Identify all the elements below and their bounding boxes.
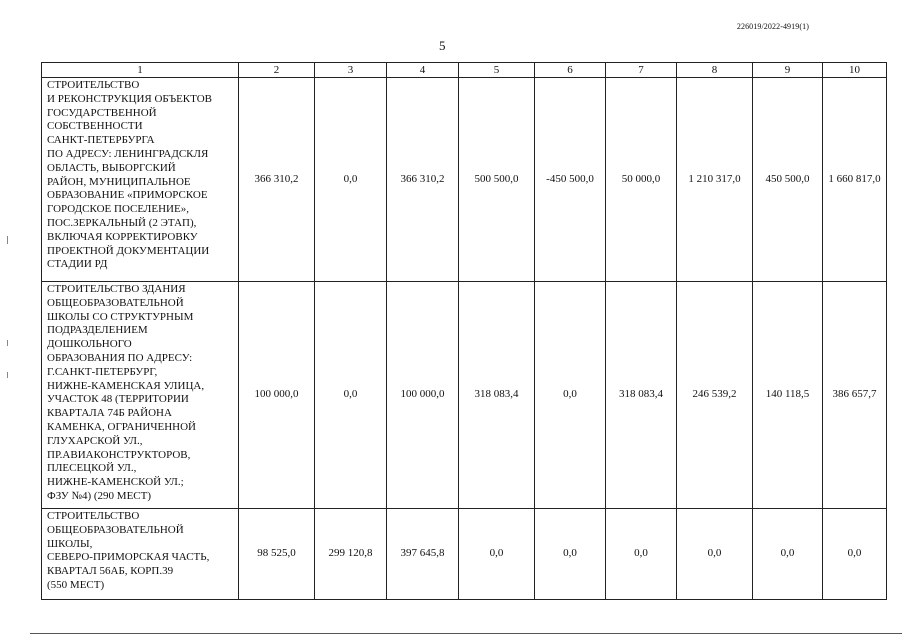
value-cell: 386 657,7 xyxy=(823,282,887,509)
object-name-line: (550 МЕСТ) xyxy=(47,578,105,591)
object-name-line: КАМЕНКА, ОГРАНИЧЕННОЙ xyxy=(47,420,196,433)
object-name-line: КВАРТАЛ 56АБ, КОРП.39 xyxy=(47,565,174,578)
budget-table xyxy=(41,62,887,600)
object-name-line: ГЛУХАРСКОЙ УЛ., xyxy=(47,434,143,447)
value-cell: 0,0 xyxy=(535,282,606,509)
value-cell: 299 120,8 xyxy=(315,509,387,600)
column-header: 7 xyxy=(606,63,677,78)
value-cell: 0,0 xyxy=(315,282,387,509)
object-name-line: СОБСТВЕННОСТИ xyxy=(47,120,143,133)
object-name-line: ДОШКОЛЬНОГО xyxy=(47,338,132,351)
object-name-line: СТРОИТЕЛЬСТВО xyxy=(47,510,140,522)
value-cell: 0,0 xyxy=(315,78,387,282)
value-cell: 0,0 xyxy=(606,509,677,600)
object-name-line: ВКЛЮЧАЯ КОРРЕКТИРОВКУ xyxy=(47,230,198,243)
column-header: 5 xyxy=(459,63,535,78)
value-cell: 0,0 xyxy=(753,509,823,600)
value-cell: 397 645,8 xyxy=(387,509,459,600)
object-name-line: ОБРАЗОВАНИЕ «ПРИМОРСКОЕ xyxy=(47,189,208,202)
object-name-line: ПР.АВИАКОНСТРУКТОРОВ, xyxy=(47,448,191,461)
column-header: 3 xyxy=(315,63,387,78)
table-row xyxy=(42,509,887,600)
value-cell: 0,0 xyxy=(677,509,753,600)
document-id: 226019/2022-4919(1) xyxy=(736,22,809,31)
value-cell: 140 118,5 xyxy=(753,282,823,509)
object-name-line: ПОС.ЗЕРКАЛЬНЫЙ (2 ЭТАП), xyxy=(47,216,197,229)
table-header-row xyxy=(42,63,887,78)
value-cell: 98 525,0 xyxy=(239,509,315,600)
object-name-line: И РЕКОНСТРУКЦИЯ ОБЪЕКТОВ xyxy=(47,92,212,105)
value-cell: 100 000,0 xyxy=(239,282,315,509)
value-cell: 100 000,0 xyxy=(387,282,459,509)
object-name-line: ШКОЛЫ, xyxy=(47,537,93,550)
value-cell: 0,0 xyxy=(459,509,535,600)
column-header: 10 xyxy=(823,63,887,78)
object-name-cell xyxy=(42,78,239,282)
object-name-line: САНКТ-ПЕТЕРБУРГА xyxy=(47,134,155,147)
value-cell: 318 083,4 xyxy=(459,282,535,509)
object-name-line: СТАДИИ РД xyxy=(47,258,108,271)
table-row xyxy=(42,78,887,282)
object-name-line: ОБЩЕОБРАЗОВАТЕЛЬНОЙ xyxy=(47,523,184,536)
value-cell: 0,0 xyxy=(535,509,606,600)
object-name-line: ОБЛАСТЬ, ВЫБОРГСКИЙ xyxy=(47,161,176,174)
object-name-line: НИЖНЕ-КАМЕНСКАЯ УЛИЦА, xyxy=(47,379,205,392)
object-name-line: РАЙОН, МУНИЦИПАЛЬНОЕ xyxy=(47,175,191,188)
object-name-line: ГОСУДАРСТВЕННОЙ xyxy=(47,106,157,119)
scan-artifact-mark xyxy=(7,340,8,346)
value-cell: 246 539,2 xyxy=(677,282,753,509)
value-cell: -450 500,0 xyxy=(535,78,606,282)
value-cell: 318 083,4 xyxy=(606,282,677,509)
object-name-line: ПО АДРЕСУ: ЛЕНИНГРАДСКЛЯ xyxy=(47,147,209,160)
value-cell: 1 210 317,0 xyxy=(677,78,753,282)
object-name-line: СТРОИТЕЛЬСТВО xyxy=(47,79,140,91)
value-cell: 366 310,2 xyxy=(239,78,315,282)
column-header: 9 xyxy=(753,63,823,78)
object-name-line: СТРОИТЕЛЬСТВО ЗДАНИЯ xyxy=(47,283,186,295)
object-name-line: ОБЩЕОБРАЗОВАТЕЛЬНОЙ xyxy=(47,296,184,309)
value-cell: 450 500,0 xyxy=(753,78,823,282)
value-cell: 366 310,2 xyxy=(387,78,459,282)
value-cell: 500 500,0 xyxy=(459,78,535,282)
object-name-line: ГОРОДСКОЕ ПОСЕЛЕНИЕ», xyxy=(47,203,189,216)
table-row xyxy=(42,282,887,509)
column-header: 8 xyxy=(677,63,753,78)
page-bottom-rule xyxy=(30,633,902,634)
object-name-cell xyxy=(42,509,239,600)
object-name-line: КВАРТАЛА 74Б РАЙОНА xyxy=(47,407,172,420)
value-cell: 50 000,0 xyxy=(606,78,677,282)
object-name-line: ОБРАЗОВАНИЯ ПО АДРЕСУ: xyxy=(47,351,193,364)
scan-artifact-mark xyxy=(7,372,8,378)
column-header: 6 xyxy=(535,63,606,78)
scan-artifact-mark xyxy=(7,236,8,244)
object-name-line: Г.САНКТ-ПЕТЕРБУРГ, xyxy=(47,365,158,378)
object-name-cell xyxy=(42,282,239,509)
object-name-line: ШКОЛЫ СО СТРУКТУРНЫМ xyxy=(47,310,194,323)
object-name-line: УЧАСТОК 48 (ТЕРРИТОРИИ xyxy=(47,393,189,406)
column-header: 1 xyxy=(42,63,239,78)
column-header: 2 xyxy=(239,63,315,78)
column-header: 4 xyxy=(387,63,459,78)
value-cell: 0,0 xyxy=(823,509,887,600)
object-name-line: ПОДРАЗДЕЛЕНИЕМ xyxy=(47,324,148,337)
object-name-line: ПРОЕКТНОЙ ДОКУМЕНТАЦИИ xyxy=(47,244,210,257)
object-name-line: СЕВЕРО-ПРИМОРСКАЯ ЧАСТЬ, xyxy=(47,551,210,564)
object-name-line: НИЖНЕ-КАМЕНСКОЙ УЛ.; xyxy=(47,476,184,489)
object-name-line: ПЛЕСЕЦКОЙ УЛ., xyxy=(47,462,137,475)
object-name-line: ФЗУ №4) (290 МЕСТ) xyxy=(47,489,152,502)
value-cell: 1 660 817,0 xyxy=(823,78,887,282)
page-number: 5 xyxy=(439,38,446,53)
